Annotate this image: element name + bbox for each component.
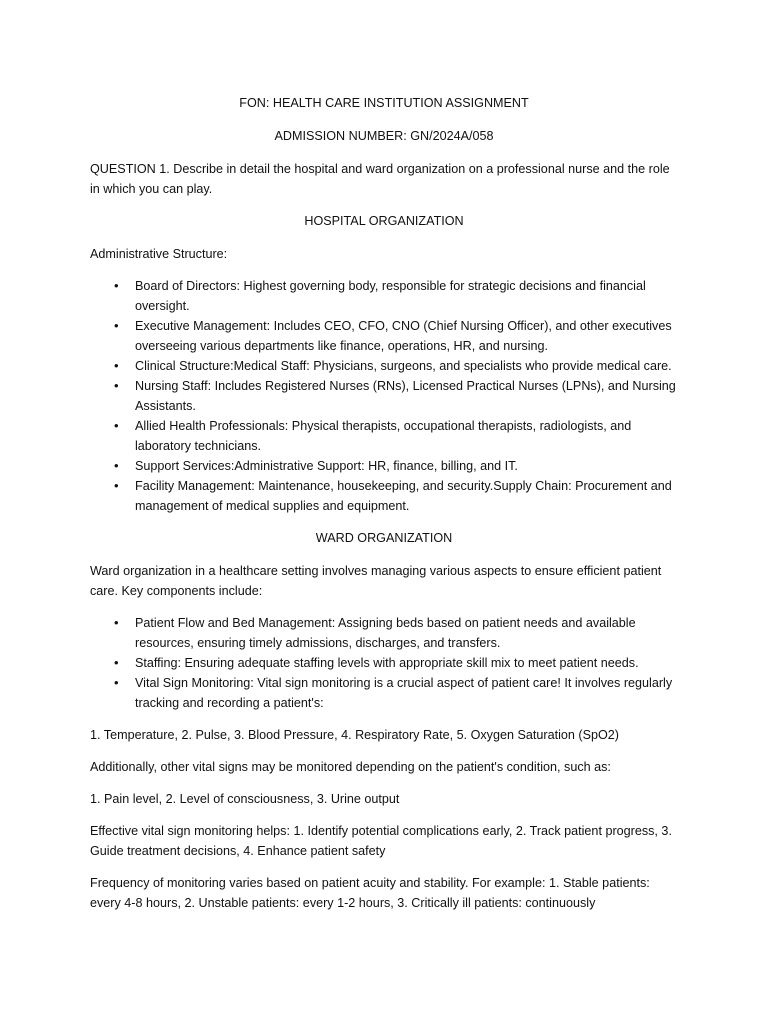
list-item-text: Nursing Staff: Includes Registered Nurses (RNs), Licensed Practical Nurses (LPNs), and Nursing Assistants.	[135, 379, 676, 413]
additional-vitals-text: Additionally, other vital signs may be monitored depending on the patient's condition, such as:	[90, 760, 611, 774]
ward-bullet-list	[90, 613, 678, 713]
list-item	[114, 476, 678, 516]
list-item	[114, 456, 678, 476]
bullet-icon: •	[114, 378, 119, 393]
list-item	[114, 276, 678, 316]
monitoring-benefits-text: Effective vital sign monitoring helps: 1. Identify potential complications early, 2. Track patient progress, 3. Guide treatment decisions, 4. Enhance patient safety	[90, 824, 672, 858]
bullet-icon: •	[114, 418, 119, 433]
ward-heading: WARD ORGANIZATION	[315, 531, 453, 545]
bullet-icon: •	[114, 655, 119, 670]
hospital-bullet-list	[90, 276, 678, 516]
list-item-text: Board of Directors: Highest governing body, responsible for strategic decisions and financial oversight.	[135, 279, 646, 313]
list-item-text: Vital Sign Monitoring: Vital sign monitoring is a crucial aspect of patient care! It involves regularly tracking and recording a patient's:	[135, 676, 673, 710]
list-item	[114, 416, 678, 456]
monitoring-frequency-text: Frequency of monitoring varies based on patient acuity and stability. For example: 1. Stable patients: every 4-8 hours, 2. Unstable patients: every 1-2 hours, 3. Critically ill patients: continuously	[90, 876, 650, 910]
document-title: FON: HEALTH CARE INSTITUTION ASSIGNMENT	[239, 96, 529, 110]
bullet-icon: •	[114, 318, 119, 333]
bullet-icon: •	[114, 675, 119, 690]
list-item	[114, 653, 678, 673]
list-item-text: Patient Flow and Bed Management: Assigning beds based on patient needs and available resources, ensuring timely admissions, discharges, and transfers.	[135, 616, 636, 650]
vital-signs-list: 1. Temperature, 2. Pulse, 3. Blood Pressure, 4. Respiratory Rate, 5. Oxygen Saturation (SpO2)	[90, 728, 619, 742]
list-item-text: Staffing: Ensuring adequate staffing levels with appropriate skill mix to meet patient needs.	[135, 656, 639, 670]
bullet-icon: •	[114, 615, 119, 630]
bullet-icon: •	[114, 478, 119, 493]
list-item	[114, 613, 678, 653]
list-item	[114, 316, 678, 356]
hospital-intro: Administrative Structure:	[90, 247, 228, 261]
bullet-icon: •	[114, 458, 119, 473]
hospital-heading: HOSPITAL ORGANIZATION	[304, 214, 464, 228]
list-item-text: Facility Management: Maintenance, housekeeping, and security.Supply Chain: Procurement and management of medical supplies and equipment.	[135, 479, 672, 513]
list-item-text: Clinical Structure:Medical Staff: Physicians, surgeons, and specialists who provide medical care.	[135, 359, 672, 373]
list-item-text: Allied Health Professionals: Physical therapists, occupational therapists, radiologists, and laboratory technicians.	[135, 419, 632, 453]
bullet-icon: •	[114, 358, 119, 373]
list-item	[114, 356, 678, 376]
admission-number: ADMISSION NUMBER: GN/2024A/058	[274, 129, 494, 143]
ward-intro: Ward organization in a healthcare setting involves managing various aspects to ensure efficient patient care. Key components include:	[90, 564, 662, 598]
list-item	[114, 376, 678, 416]
list-item	[114, 673, 678, 713]
question-text: QUESTION 1. Describe in detail the hospital and ward organization on a professional nurse and the role in which you can play.	[90, 162, 670, 196]
list-item-text: Executive Management: Includes CEO, CFO, CNO (Chief Nursing Officer), and other executives overseeing various departments like finance, operations, HR, and nursing.	[135, 319, 672, 353]
bullet-icon: •	[114, 278, 119, 293]
list-item-text: Support Services:Administrative Support: HR, finance, billing, and IT.	[135, 459, 518, 473]
additional-vitals-list: 1. Pain level, 2. Level of consciousness, 3. Urine output	[90, 792, 400, 806]
